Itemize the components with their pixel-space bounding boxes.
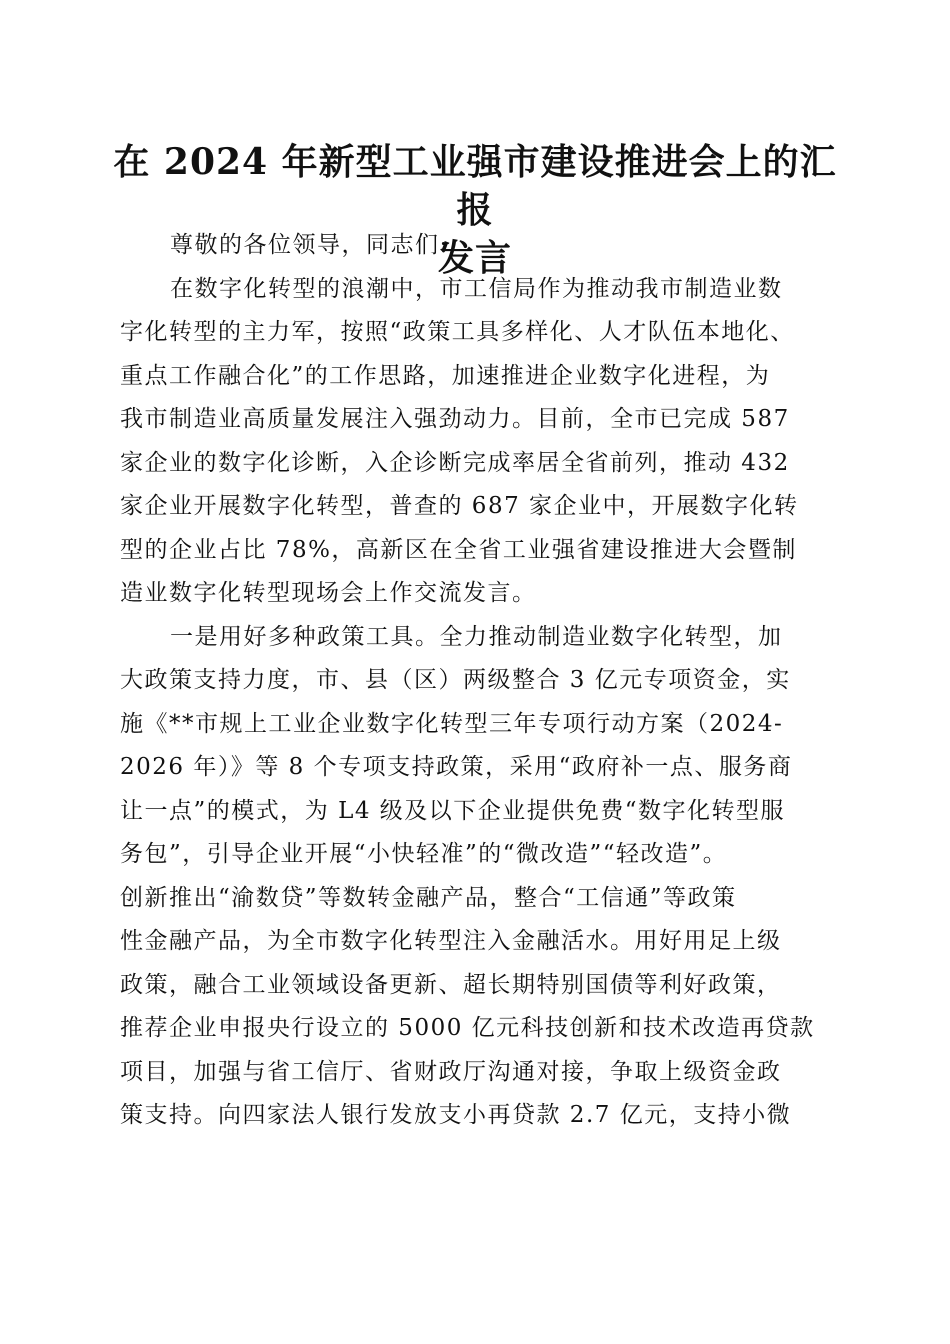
- paragraph-2-line: 大政策支持力度，市、县（区）两级整合 3 亿元专项资金，实: [120, 667, 791, 693]
- paragraph-1-line: 家企业开展数字化转型，普查的 687 家企业中，开展数字化转: [120, 493, 799, 519]
- paragraph-2-line: 让一点”的模式，为 L4 级及以下企业提供免费“数字化转型服: [120, 797, 786, 824]
- paragraph-1-line: 型的企业占比 78%，高新区在全省工业强省建设推进大会暨制: [120, 536, 797, 563]
- paragraph-1-line: 重点工作融合化”的工作思路，加速推进企业数字化进程，为: [120, 362, 771, 389]
- paragraph-2-line: 政策，融合工业领域设备更新、超长期特别国债等利好政策，: [120, 971, 782, 998]
- salutation-line: 尊敬的各位领导，同志们:: [170, 232, 449, 258]
- title-line-1: 在 2024 年新型工业强市建设推进会上的汇报: [113, 141, 837, 231]
- paragraph-2-line: 施《**市规上工业企业数字化转型三年专项行动方案（2024-: [120, 710, 784, 737]
- paragraph-2-line: 推荐企业申报央行设立的 5000 亿元科技创新和技术改造再贷款: [120, 1015, 815, 1041]
- title-line-2: 发言: [437, 237, 512, 279]
- paragraph-1-line: 我市制造业高质量发展注入强劲动力。目前，全市已完成 587: [120, 406, 790, 432]
- paragraph-2-line: 项目，加强与省工信厅、省财政厅沟通对接，争取上级资金政: [120, 1058, 782, 1085]
- document-body: [120, 224, 835, 1138]
- paragraph-2-line: 创新推出“渝数贷”等数转金融产品，整合“工信通”等政策: [120, 884, 737, 911]
- paragraph-2-line: 性金融产品，为全市数字化转型注入金融活水。用好用足上级: [120, 928, 782, 954]
- paragraph-2-line: 策支持。向四家法人银行发放支小再贷款 2.7 亿元，支持小微: [120, 1102, 792, 1128]
- paragraph-2-line: 一是用好多种政策工具。全力推动制造业数字化转型，加: [170, 623, 783, 650]
- paragraph-2-line: 2026 年）》等 8 个专项支持政策，采用“政府补一点、服务商: [120, 754, 793, 780]
- paragraph-1-line: 字化转型的主力军，按照“政策工具多样化、人才队伍本地化、: [120, 319, 795, 345]
- paragraph-1-line: 在数字化转型的浪潮中，市工信局作为推动我市制造业数: [170, 275, 783, 302]
- paragraph-1-line: 造业数字化转型现场会上作交流发言。: [120, 580, 537, 606]
- paragraph-2-line: 务包”，引导企业开展“小快轻准”的“微改造”“轻改造”。: [120, 841, 728, 867]
- paragraph-1-line: 家企业的数字化诊断，入企诊断完成率居全省前列，推动 432: [120, 449, 790, 476]
